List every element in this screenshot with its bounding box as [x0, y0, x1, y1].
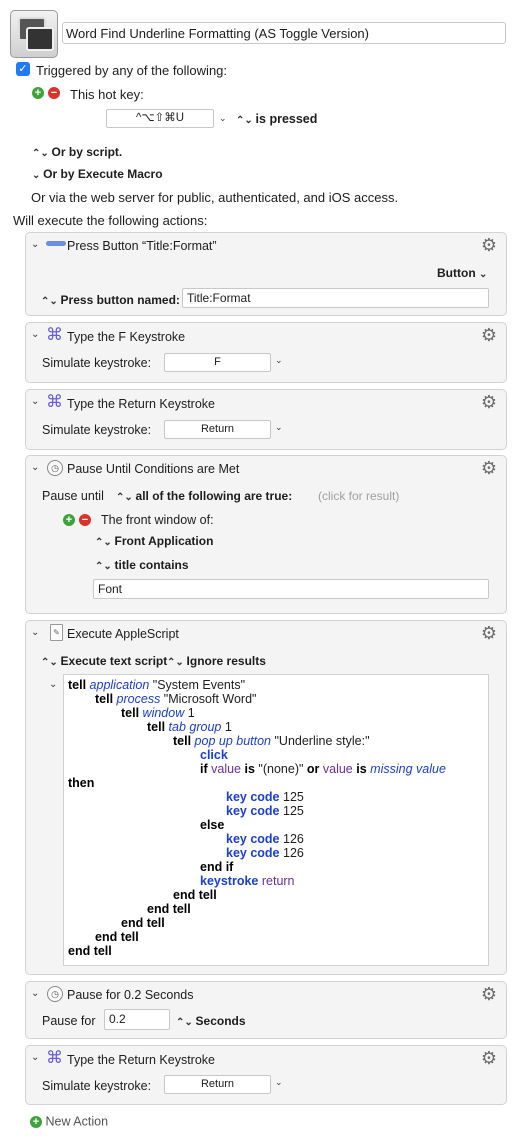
front-application-select[interactable] — [95, 534, 213, 548]
keystroke-field[interactable]: F — [164, 353, 271, 372]
action-type-f[interactable] — [25, 322, 507, 383]
button-menu-label: Button — [437, 266, 476, 280]
script-line: keystroke return — [200, 874, 295, 888]
chevron-down-icon[interactable]: ⌄ — [31, 396, 40, 407]
script-line: end tell — [173, 888, 217, 902]
press-button-named[interactable] — [41, 293, 180, 307]
clock-icon: ◷ — [47, 986, 63, 1002]
action-press-button[interactable] — [25, 232, 507, 316]
script-icon: ✎ — [50, 624, 63, 641]
press-button-named-label: Press button named: — [60, 293, 180, 307]
hotkey-label: This hot key: — [70, 87, 144, 102]
action-type-return[interactable] — [25, 1045, 507, 1105]
chevron-down-icon[interactable]: ⌄ — [31, 988, 40, 999]
front-application-label: Front Application — [114, 534, 214, 548]
pause-unit-label: Seconds — [195, 1014, 246, 1028]
hotkey-condition-select[interactable] — [236, 112, 317, 126]
action-title: Press Button “Title:Format” — [67, 239, 217, 253]
pause-until-label: Pause until — [42, 489, 104, 503]
action-pause-until[interactable] — [25, 455, 507, 614]
execute-mode-label: Execute text script — [60, 654, 168, 668]
pause-unit-select[interactable] — [176, 1014, 246, 1028]
or-by-execute-macro-label: Or by Execute Macro — [43, 167, 163, 181]
updown-icon: ⌃⌄ — [41, 296, 61, 307]
updown-icon: ⌃⌄ — [167, 657, 187, 668]
plus-icon: + — [30, 1116, 42, 1128]
title-contains-select[interactable] — [95, 558, 189, 572]
title-contains-label: title contains — [114, 558, 189, 572]
macro-icon[interactable] — [10, 10, 58, 58]
command-key-icon: ⌘ — [46, 325, 63, 344]
script-line: tell process "Microsoft Word" — [95, 692, 257, 706]
results-mode-select[interactable] — [167, 654, 266, 668]
script-line: end tell — [121, 916, 165, 930]
script-line: end tell — [147, 902, 191, 916]
script-line: end if — [200, 860, 234, 874]
remove-condition-icon[interactable]: − — [79, 514, 91, 526]
pause-for-label: Pause for — [42, 1014, 96, 1028]
simulate-keystroke-label: Simulate keystroke: — [42, 356, 152, 370]
updown-icon: ⌃⌄ — [236, 115, 256, 126]
add-trigger-icon[interactable]: + — [32, 87, 44, 99]
button-name-field[interactable]: Title:Format — [182, 288, 489, 308]
chevron-down-icon[interactable]: ⌄ — [49, 679, 58, 690]
script-editor[interactable] — [63, 674, 489, 966]
gear-icon[interactable]: ⚙ — [480, 623, 498, 643]
action-title: Execute AppleScript — [67, 627, 179, 641]
hotkey-field[interactable]: ^⌥⇧⌘U — [106, 109, 214, 128]
action-title: Pause Until Conditions are Met — [67, 462, 240, 476]
script-line: key code 125 — [226, 790, 304, 804]
script-line: tell pop up button "Underline style:" — [173, 734, 370, 748]
updown-icon: ⌃⌄ — [116, 492, 136, 503]
button-icon — [46, 241, 66, 246]
command-key-icon: ⌘ — [46, 392, 63, 411]
front-window-label: The front window of: — [101, 513, 214, 527]
action-title: Type the Return Keystroke — [67, 397, 215, 411]
gear-icon[interactable]: ⚙ — [480, 1048, 498, 1068]
hotkey-dropdown-icon[interactable]: ⌄ — [219, 113, 227, 123]
chevron-down-icon: ⌄ — [479, 269, 488, 280]
keystroke-field[interactable]: Return — [164, 1075, 271, 1094]
script-line: end tell — [95, 930, 139, 944]
triggered-checkbox[interactable]: ✓ — [16, 62, 30, 76]
script-line: key code 126 — [226, 832, 304, 846]
keystroke-dropdown-icon[interactable]: ⌄ — [275, 355, 283, 365]
hotkey-condition-label: is pressed — [255, 112, 318, 126]
action-title: Type the F Keystroke — [67, 330, 186, 344]
gear-icon[interactable]: ⚙ — [480, 235, 498, 255]
will-execute-label: Will execute the following actions: — [13, 213, 208, 228]
results-mode-label: Ignore results — [186, 654, 266, 668]
gear-icon[interactable]: ⚙ — [480, 392, 498, 412]
add-condition-icon[interactable]: + — [63, 514, 75, 526]
new-action-label: New Action — [45, 1114, 109, 1129]
script-line: if value is "(none)" or value is missing value — [200, 762, 446, 776]
execute-mode-select[interactable] — [41, 654, 167, 668]
action-type-return[interactable] — [25, 389, 507, 450]
updown-icon: ⌃⌄ — [176, 1017, 196, 1028]
pause-duration-field[interactable]: 0.2 — [104, 1009, 170, 1030]
keystroke-field[interactable]: Return — [164, 420, 271, 439]
web-server-note: Or via the web server for public, authenticated, and iOS access. — [31, 190, 399, 205]
script-line: click — [200, 748, 228, 762]
updown-icon: ⌃⌄ — [95, 537, 115, 548]
remove-trigger-icon[interactable]: − — [48, 87, 60, 99]
updown-icon: ⌃⌄ — [95, 561, 115, 572]
chevron-down-icon: ⌄ — [32, 170, 44, 181]
new-action-button[interactable] — [30, 1114, 108, 1129]
keystroke-dropdown-icon[interactable]: ⌄ — [275, 422, 283, 432]
script-line: key code 126 — [226, 846, 304, 860]
updown-icon: ⌃⌄ — [32, 148, 52, 159]
click-for-result[interactable]: (click for result) — [318, 489, 400, 503]
action-title: Type the Return Keystroke — [67, 1053, 215, 1067]
chevron-down-icon[interactable]: ⌄ — [31, 462, 40, 473]
chevron-down-icon[interactable]: ⌄ — [31, 627, 40, 638]
script-line: else — [200, 818, 225, 832]
triggered-label: Triggered by any of the following: — [36, 63, 228, 78]
action-pause-for[interactable] — [25, 981, 507, 1039]
updown-icon: ⌃⌄ — [41, 657, 61, 668]
chevron-down-icon[interactable]: ⌄ — [31, 329, 40, 340]
chevron-down-icon[interactable]: ⌄ — [31, 239, 40, 250]
gear-icon[interactable]: ⚙ — [480, 458, 498, 478]
or-by-script-label: Or by script. — [51, 145, 123, 159]
or-by-execute-macro[interactable] — [32, 167, 163, 181]
script-line: tell tab group 1 — [147, 720, 232, 734]
keystroke-dropdown-icon[interactable]: ⌄ — [275, 1077, 283, 1087]
condition-mode-select[interactable] — [116, 489, 292, 503]
condition-mode-label: all of the following are true: — [135, 489, 293, 503]
clock-icon: ◷ — [47, 460, 63, 476]
script-line: key code 125 — [226, 804, 304, 818]
script-line: end tell — [68, 944, 112, 958]
macro-title-field[interactable]: Word Find Underline Formatting (AS Toggle Version) — [62, 22, 506, 44]
simulate-keystroke-label: Simulate keystroke: — [42, 1079, 152, 1093]
gear-icon[interactable]: ⚙ — [480, 984, 498, 1004]
or-by-script[interactable] — [32, 145, 122, 159]
button-menu[interactable] — [437, 266, 487, 280]
script-line: then — [68, 776, 95, 790]
script-line: tell application "System Events" — [68, 678, 246, 692]
action-title: Pause for 0.2 Seconds — [67, 988, 194, 1002]
chevron-down-icon[interactable]: ⌄ — [31, 1052, 40, 1063]
simulate-keystroke-label: Simulate keystroke: — [42, 423, 152, 437]
title-value-field[interactable]: Font — [93, 579, 489, 599]
command-key-icon: ⌘ — [46, 1048, 63, 1067]
gear-icon[interactable]: ⚙ — [480, 325, 498, 345]
script-line: tell window 1 — [121, 706, 195, 720]
